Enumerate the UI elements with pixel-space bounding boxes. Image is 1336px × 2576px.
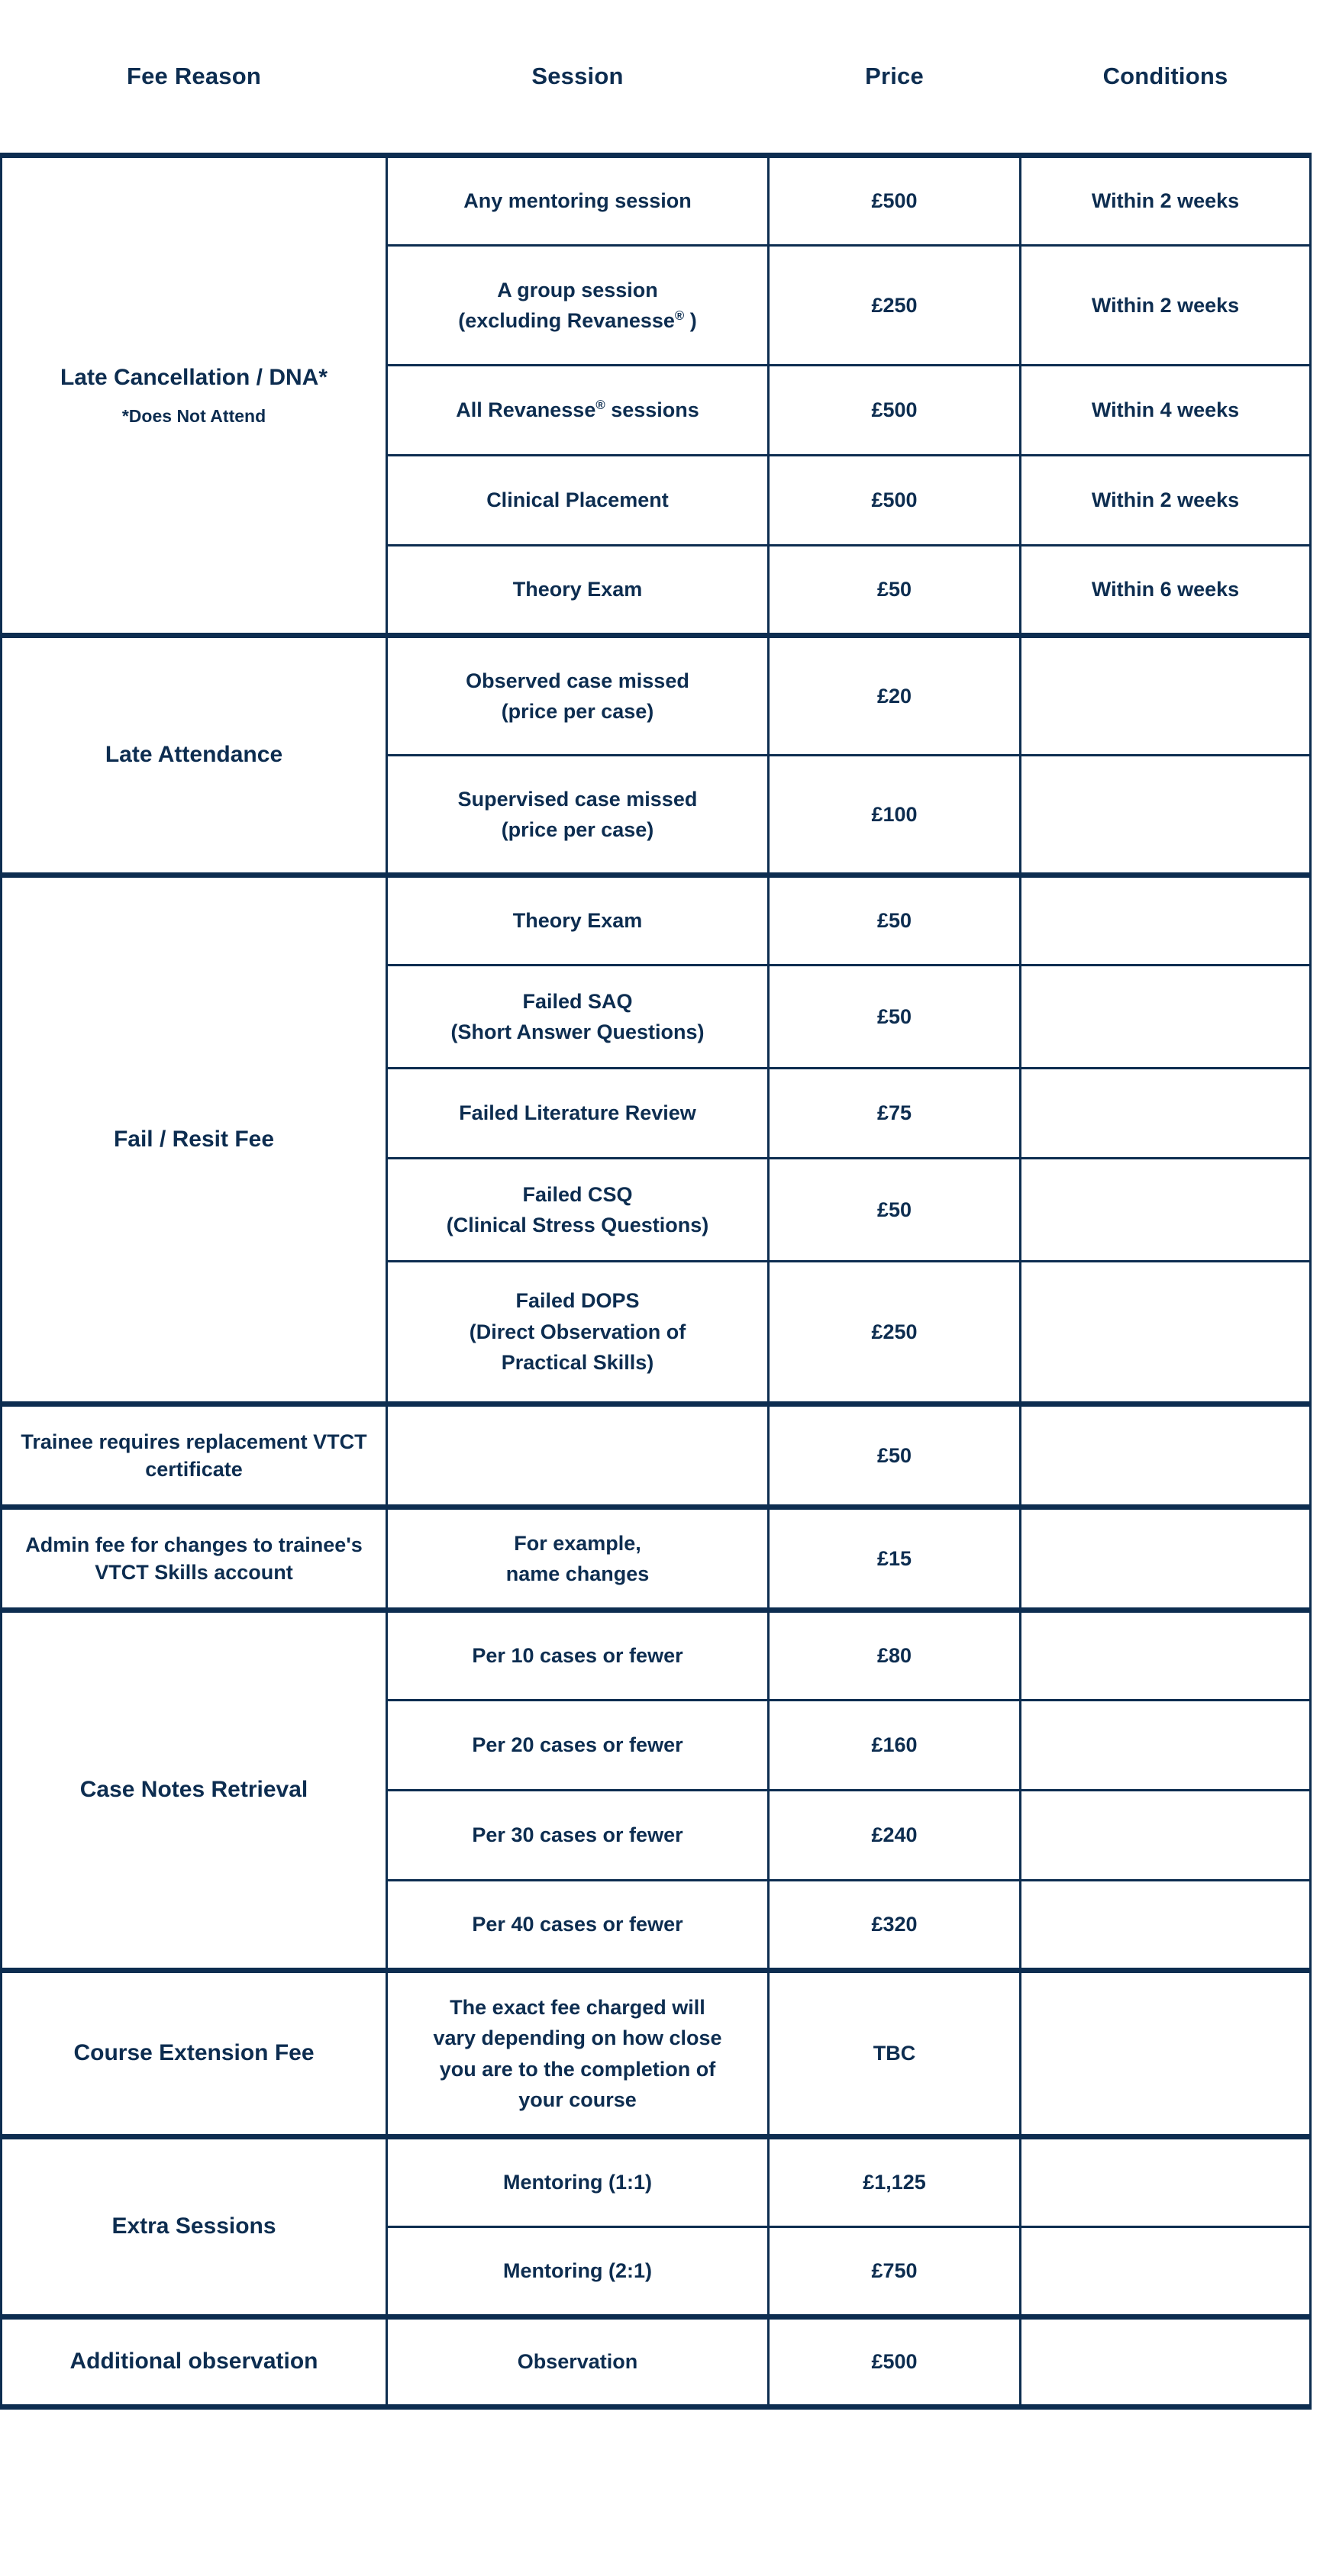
session-text-line: Practical Skills) [501, 1351, 654, 1375]
session-cell [387, 1791, 769, 1881]
fee-reason-label: Late Attendance [105, 742, 283, 768]
conditions-cell: Within 2 weeks [1021, 246, 1311, 366]
session-text-line: you are to the completion of [439, 2057, 716, 2081]
session-text-line: Observed case missed [466, 669, 689, 692]
fee-reason-label: Trainee requires replacement VTCT certificate [21, 1430, 367, 1481]
table-row [2, 1971, 1311, 2137]
price-cell: £240 [769, 1791, 1021, 1881]
registered-trademark-icon: ® [674, 308, 685, 323]
session-text-line: (price per case) [501, 818, 654, 841]
conditions-cell [1021, 2137, 1311, 2227]
session-text-line: Per 40 cases or fewer [472, 1913, 683, 1936]
session-text-line: Failed SAQ [522, 989, 633, 1013]
fee-reason-cell [2, 156, 387, 636]
conditions-cell [1021, 875, 1311, 966]
price-cell: £50 [769, 546, 1021, 636]
session-text-line: The exact fee charged will [450, 1995, 705, 2019]
conditions-cell [1021, 756, 1311, 875]
fee-reason-label: Extra Sessions [111, 2213, 276, 2239]
session-text-line: Per 30 cases or fewer [472, 1823, 683, 1847]
session-cell [387, 456, 769, 546]
price-cell: £50 [769, 1159, 1021, 1262]
table-row [2, 156, 1311, 246]
session-text-line: vary depending on how close [433, 2026, 722, 2049]
conditions-cell [1021, 1610, 1311, 1701]
price-cell: £500 [769, 156, 1021, 246]
session-text-line: (price per case) [501, 700, 654, 723]
session-cell [387, 1971, 769, 2137]
column-header-fee-reason: Fee Reason [126, 63, 261, 89]
conditions-cell: Within 2 weeks [1021, 156, 1311, 246]
session-text-line: All Revanesse® sessions [456, 398, 699, 422]
price-cell: £160 [769, 1701, 1021, 1791]
conditions-cell [1021, 1262, 1311, 1404]
session-text-line: Failed Literature Review [459, 1101, 696, 1125]
conditions-cell [1021, 2227, 1311, 2317]
conditions-cell: Within 4 weeks [1021, 366, 1311, 456]
table-header [2, 0, 1311, 156]
fee-reason-cell [2, 2137, 387, 2317]
table-body [2, 156, 1311, 2407]
price-cell: £500 [769, 366, 1021, 456]
session-text-line: Failed CSQ [522, 1182, 633, 1206]
table-row [2, 636, 1311, 756]
price-cell: £50 [769, 966, 1021, 1069]
session-cell [387, 1507, 769, 1610]
session-text-line: Theory Exam [512, 578, 643, 601]
table-row [2, 2317, 1311, 2407]
session-text-line: (excluding Revanesse® ) [458, 308, 697, 332]
session-cell [387, 636, 769, 756]
fee-reason-cell [2, 1507, 387, 1610]
column-header-price: Price [865, 63, 924, 89]
session-text-line: (Direct Observation of [469, 1320, 686, 1343]
fee-reason-cell [2, 636, 387, 875]
price-cell: £320 [769, 1881, 1021, 1971]
session-cell [387, 1069, 769, 1159]
fee-reason-cell [2, 1971, 387, 2137]
session-text-line: (Clinical Stress Questions) [446, 1214, 709, 1236]
price-cell: £750 [769, 2227, 1021, 2317]
price-cell: £20 [769, 636, 1021, 756]
fee-reason-cell [2, 2317, 387, 2407]
price-cell: £250 [769, 246, 1021, 366]
price-cell: £100 [769, 756, 1021, 875]
session-text-line: For example, [514, 1531, 641, 1555]
conditions-cell [1021, 1701, 1311, 1791]
registered-trademark-icon: ® [595, 398, 605, 413]
session-text-line: your course [518, 2088, 637, 2111]
session-cell [387, 1262, 769, 1404]
fee-reason-label: Course Extension Fee [73, 2040, 315, 2066]
fee-reason-label: Admin fee for changes to trainee's VTCT Skills account [25, 1533, 363, 1584]
conditions-cell [1021, 636, 1311, 756]
price-cell: £80 [769, 1610, 1021, 1701]
session-cell [387, 1881, 769, 1971]
session-text-line: Failed DOPS [515, 1289, 640, 1313]
conditions-cell: Within 6 weeks [1021, 546, 1311, 636]
table-row [2, 1404, 1311, 1507]
session-text-line: (Short Answer Questions) [450, 1020, 705, 1043]
session-cell [387, 756, 769, 875]
session-cell [387, 1610, 769, 1701]
session-cell [387, 246, 769, 366]
session-text-line: Per 20 cases or fewer [472, 1733, 683, 1757]
conditions-cell [1021, 1971, 1311, 2137]
session-text-line: Observation [517, 2350, 638, 2374]
session-text-line: Supervised case missed [457, 787, 698, 811]
column-header-conditions: Conditions [1102, 63, 1228, 89]
column-header-session: Session [531, 63, 624, 89]
session-cell [387, 1701, 769, 1791]
session-text-line: name changes [505, 1562, 650, 1585]
header-row [2, 0, 1311, 156]
price-cell: £500 [769, 2317, 1021, 2407]
session-cell [387, 366, 769, 456]
session-text-line: Any mentoring session [463, 189, 692, 213]
price-cell: £500 [769, 456, 1021, 546]
fee-reason-footnote: *Does Not Attend [121, 406, 266, 427]
price-cell: TBC [769, 1971, 1021, 2137]
fee-reason-cell [2, 1404, 387, 1507]
session-text-line: Per 10 cases or fewer [472, 1644, 683, 1668]
conditions-cell [1021, 1507, 1311, 1610]
session-cell [387, 2317, 769, 2407]
price-cell: £15 [769, 1507, 1021, 1610]
price-cell: £75 [769, 1069, 1021, 1159]
conditions-cell [1021, 1159, 1311, 1262]
session-text-line: Mentoring (1:1) [503, 2171, 652, 2194]
session-cell [387, 156, 769, 246]
table-row [2, 1507, 1311, 1610]
session-cell [387, 2227, 769, 2317]
price-cell: £50 [769, 1404, 1021, 1507]
session-cell [387, 875, 769, 966]
conditions-cell [1021, 1069, 1311, 1159]
session-text-line: Clinical Placement [486, 488, 669, 512]
fee-reason-cell [2, 1610, 387, 1971]
session-cell [387, 966, 769, 1069]
conditions-cell [1021, 1881, 1311, 1971]
conditions-cell: Within 2 weeks [1021, 456, 1311, 546]
fee-reason-label: Late Cancellation / DNA* [60, 364, 328, 390]
price-cell: £250 [769, 1262, 1021, 1404]
price-cell: £1,125 [769, 2137, 1021, 2227]
session-cell [387, 546, 769, 636]
session-cell [387, 1159, 769, 1262]
table-row [2, 1610, 1311, 1701]
fee-reason-label: Fail / Resit Fee [113, 1126, 275, 1152]
fee-reason-label: Case Notes Retrieval [79, 1777, 308, 1803]
session-text-line: Theory Exam [512, 909, 643, 933]
session-text-line: Mentoring (2:1) [503, 2259, 652, 2283]
session-cell [387, 1404, 769, 1507]
fee-reason-label: Additional observation [69, 2349, 318, 2374]
table-row [2, 2137, 1311, 2227]
session-text-line: A group session [497, 278, 658, 301]
price-cell: £50 [769, 875, 1021, 966]
table-row [2, 875, 1311, 966]
fee-reason-cell [2, 875, 387, 1404]
conditions-cell [1021, 2317, 1311, 2407]
conditions-cell [1021, 1404, 1311, 1507]
conditions-cell [1021, 1791, 1311, 1881]
session-cell [387, 2137, 769, 2227]
conditions-cell [1021, 966, 1311, 1069]
